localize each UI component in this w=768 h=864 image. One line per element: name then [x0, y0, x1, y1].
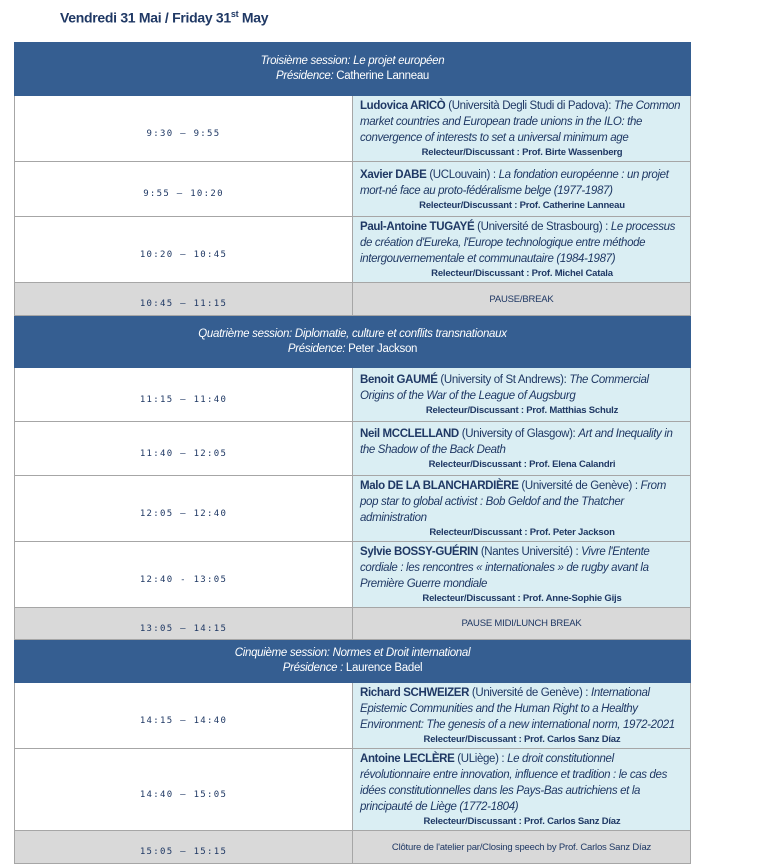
- break-label: PAUSE MIDI/LUNCH BREAK: [353, 608, 691, 640]
- talk-cell: [353, 162, 691, 217]
- presidence-name: Laurence Badel: [343, 662, 423, 674]
- time-slot: 10:45 – 11:15: [15, 283, 353, 316]
- time-slot: 9:30 – 9:55: [15, 96, 353, 162]
- time-slot: 15:05 – 15:15: [15, 831, 353, 864]
- discussant: Relecteur/Discussant : Prof. Michel Catala: [431, 268, 613, 279]
- talk-row: [15, 542, 691, 608]
- session-header: [15, 316, 691, 368]
- talk-row: [15, 422, 691, 476]
- affiliation: (Université de Genève) :: [518, 480, 641, 492]
- affiliation: (ULiège) :: [454, 753, 508, 765]
- break-row: [15, 283, 691, 316]
- discussant: Relecteur/Discussant : Prof. Anne-Sophie Gijs: [422, 593, 622, 604]
- time-slot: 14:15 – 14:40: [15, 683, 353, 749]
- title-text: Vendredi 31 Mai / Friday 31: [60, 9, 231, 26]
- talk-title: The Common market countries and European trade unions in the ILO: the convergence of interests to set a universal minimum age: [360, 100, 681, 144]
- break-row: [15, 608, 691, 640]
- affiliation: (University of Glasgow):: [458, 428, 579, 440]
- talk-title: The Commercial Origins of the War of the League of Augsburg: [360, 374, 649, 402]
- session-cell: [15, 316, 691, 368]
- time-slot: 13:05 – 14:15: [15, 608, 353, 640]
- talk-cell: [353, 542, 691, 608]
- affiliation: (Université de Strasbourg) :: [474, 221, 611, 233]
- talk-row: [15, 162, 691, 217]
- talk-title: Vivre l'Entente cordiale : les rencontres « internationales » de rugby avant la Première Guerre mondiale: [360, 546, 650, 590]
- speaker-name: Paul-Antoine TUGAYÉ: [360, 221, 475, 233]
- schedule-table: [14, 42, 691, 864]
- talk-row: [15, 476, 691, 542]
- talk-cell: [353, 749, 691, 831]
- discussant: Relecteur/Discussant : Prof. Peter Jackson: [429, 527, 615, 538]
- session-header: [15, 43, 691, 96]
- talk-row: [15, 749, 691, 831]
- session-title: Quatrième session: Diplomatie, culture et conflits transnationaux: [198, 327, 507, 340]
- session-title: Troisième session: Le projet européen: [260, 55, 445, 67]
- discussant: Relecteur/Discussant : Prof. Carlos Sanz Díaz: [423, 734, 621, 745]
- discussant: Relecteur/Discussant : Prof. Catherine Lanneau: [419, 199, 625, 211]
- presidence-name: Catherine Lanneau: [333, 70, 430, 82]
- page-title: [60, 9, 268, 26]
- talk-title: From pop star to global activist : Bob Geldof and the Thatcher administration: [360, 480, 666, 524]
- time-slot: 11:40 – 12:05: [15, 422, 353, 476]
- speaker-name: Neil MCCLELLAND: [360, 428, 459, 440]
- presidence-name: Peter Jackson: [345, 342, 418, 355]
- talk-cell: [353, 476, 691, 542]
- speaker-name: Malo DE LA BLANCHARDIÈRE: [360, 480, 519, 492]
- time-slot: 11:15 – 11:40: [15, 368, 353, 422]
- talk-row: [15, 96, 691, 162]
- session-cell: [15, 43, 691, 96]
- presidence-label: Présidence:: [287, 342, 346, 355]
- time-slot: 9:55 – 10:20: [15, 162, 353, 217]
- talk-cell: [353, 96, 691, 162]
- time-slot: 12:40 - 13:05: [15, 542, 353, 608]
- discussant: Relecteur/Discussant : Prof. Carlos Sanz Díaz: [423, 816, 621, 827]
- talk-title: International Epistemic Communities and the Human Right to a Healthy Environment: The genesis of a new international norm, 1972-2021: [360, 687, 675, 731]
- break-row: [15, 831, 691, 864]
- time-slot: 12:05 – 12:40: [15, 476, 353, 542]
- time-slot: 14:40 – 15:05: [15, 749, 353, 831]
- talk-cell: [353, 368, 691, 422]
- break-label: Clôture de l'atelier par/Closing speech by Prof. Carlos Sanz Díaz: [353, 831, 691, 864]
- talk-cell: [353, 217, 691, 283]
- session-title: Cinquième session: Normes et Droit international: [234, 647, 471, 659]
- discussant: Relecteur/Discussant : Prof. Matthias Schulz: [425, 405, 619, 416]
- session-cell: [15, 640, 691, 683]
- talk-row: [15, 368, 691, 422]
- discussant: Relecteur/Discussant : Prof. Birte Wassenberg: [421, 147, 623, 158]
- affiliation: (University of St Andrews):: [437, 374, 570, 386]
- talk-cell: [353, 683, 691, 749]
- speaker-name: Antoine LECLÈRE: [360, 753, 455, 765]
- break-label: PAUSE/BREAK: [353, 283, 691, 316]
- affiliation: (Université de Genève) :: [469, 687, 591, 699]
- talk-title: Le processus de création d'Eureka, l'Europe technologique entre méthode intergouvernementale et communautaire (1984-1987): [360, 221, 676, 265]
- presidence-label: Présidence:: [275, 70, 334, 82]
- talk-cell: [353, 422, 691, 476]
- talk-row: [15, 683, 691, 749]
- speaker-name: Richard SCHWEIZER: [360, 687, 470, 699]
- speaker-name: Sylvie BOSSY-GUÉRIN: [360, 546, 478, 558]
- discussant: Relecteur/Discussant : Prof. Elena Calandri: [428, 459, 616, 470]
- presidence-label: Présidence :: [282, 662, 344, 674]
- speaker-name: Benoit GAUMÉ: [360, 374, 438, 386]
- talk-row: [15, 217, 691, 283]
- time-slot: 10:20 – 10:45: [15, 217, 353, 283]
- affiliation: (UCLouvain) :: [426, 168, 499, 181]
- session-header: [15, 640, 691, 683]
- speaker-name: Ludovica ARICÒ: [360, 100, 446, 112]
- title-sup: st: [230, 9, 239, 19]
- affiliation: (Nantes Université) :: [477, 546, 582, 558]
- affiliation: (Università Degli Studi di Padova):: [445, 100, 614, 112]
- title-tail: May: [238, 9, 269, 26]
- talk-title: Le droit constitutionnel révolutionnaire entre innovation, influence et tradition : le cas des idées constitutionnelles dans les Pays-Bas autrichiens et la principauté de Liège (1772-1804): [360, 753, 667, 813]
- talk-title: Art and Inequality in the Shadow of the Back Death: [360, 428, 673, 456]
- talk-title: La fondation européenne : un projet mort-né face au proto-fédéralisme belge (1977-1987): [360, 168, 669, 197]
- speaker-name: Xavier DABE: [360, 168, 427, 181]
